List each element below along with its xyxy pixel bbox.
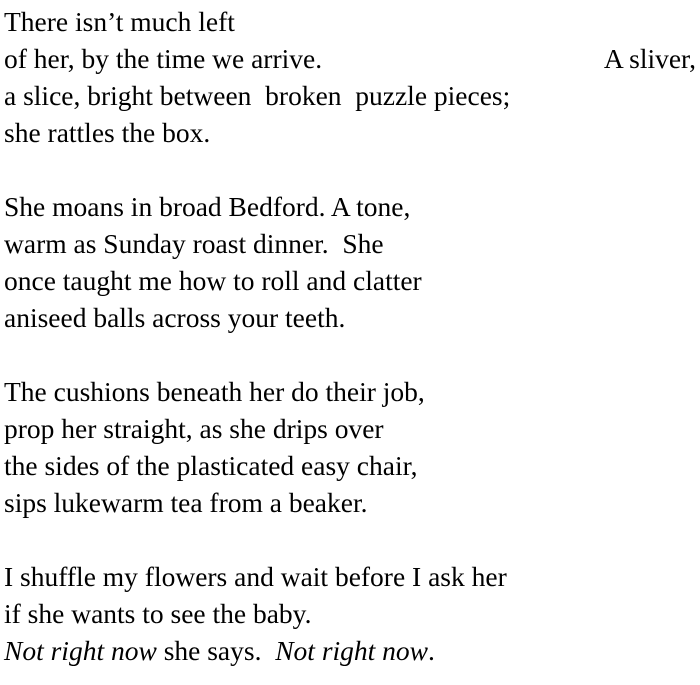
poem-line: a slice, bright between broken puzzle pieces; bbox=[4, 80, 511, 111]
poem-body bbox=[4, 3, 696, 669]
line-end-punctuation: . bbox=[428, 635, 435, 666]
stanza-4 bbox=[4, 558, 696, 669]
italic-phrase: Not right now bbox=[4, 635, 157, 666]
poem-line-mixed bbox=[4, 632, 696, 669]
poem-line-left: of her, by the time we arrive. bbox=[4, 43, 323, 74]
poem-line: she rattles the box. bbox=[4, 117, 211, 148]
poem-line: There isn’t much left bbox=[4, 6, 235, 37]
poem-line: sips lukewarm tea from a beaker. bbox=[4, 487, 368, 518]
stanza-1 bbox=[4, 3, 696, 151]
poem-line: warm as Sunday roast dinner. She bbox=[4, 228, 384, 259]
poem-line: The cushions beneath her do their job, bbox=[4, 376, 425, 407]
poem-line: prop her straight, as she drips over bbox=[4, 413, 384, 444]
italic-phrase: Not right now bbox=[275, 635, 429, 666]
stanza-3 bbox=[4, 373, 696, 521]
poem-line: aniseed balls across your teeth. bbox=[4, 302, 346, 333]
poem-line-split bbox=[4, 40, 696, 77]
poem-line: I shuffle my flowers and wait before I ask her bbox=[4, 561, 507, 592]
poem-line: once taught me how to roll and clatter bbox=[4, 265, 422, 296]
plain-phrase: she says. bbox=[156, 635, 276, 666]
poem-line-right: A sliver, bbox=[603, 43, 696, 74]
poem-line: if she wants to see the baby. bbox=[4, 598, 312, 629]
stanza-2 bbox=[4, 188, 696, 336]
poem-line: She moans in broad Bedford. A tone, bbox=[4, 191, 411, 222]
poem-line: the sides of the plasticated easy chair, bbox=[4, 450, 418, 481]
